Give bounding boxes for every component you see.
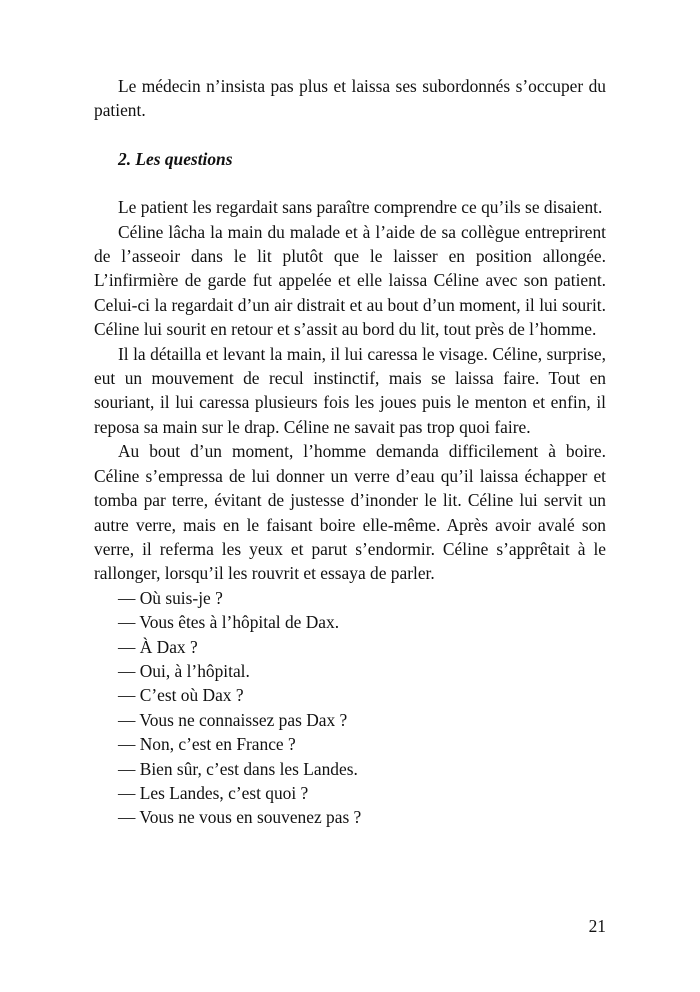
dialogue-line-7: — Non, c’est en France ?: [118, 734, 296, 755]
dialogue-line-8: — Bien sûr, c’est dans les Landes.: [118, 758, 358, 779]
section-heading: 2. Les questions: [118, 148, 233, 169]
paragraph-1: Le patient les regardait sans paraître comprendre ce qu’ils se disaient.: [118, 197, 603, 218]
dialogue-line-9: — Les Landes, c’est quoi ?: [118, 782, 309, 803]
page-number: 21: [588, 916, 606, 936]
dialogue-line-5: — C’est où Dax ?: [118, 685, 244, 706]
intro-paragraph: Le médecin n’insista pas plus et laissa ses subordonnés s’occuper du patient.: [94, 76, 606, 121]
dialogue-line-6: — Vous ne connaissez pas Dax ?: [118, 709, 348, 730]
page-body-text: [94, 74, 606, 830]
dialogue-line-10: — Vous ne vous en souvenez pas ?: [118, 807, 362, 828]
paragraph-4: Au bout d’un moment, l’homme demanda difficilement à boire. Céline s’empressa de lui donner un verre d’eau qu’il laissa échapper et tomba par terre, évitant de justesse d’inonder le lit. Céline lui servit un autre verre, mais en le faisant boire elle-même. Après avoir avalé son verre, il referma les yeux et parut s’endormir. Céline s’apprêtait à le rallonger, lorsqu’il les rouvrit et essaya de parler.: [94, 441, 606, 584]
paragraph-2: Céline lâcha la main du malade et à l’aide de sa collègue entreprirent de l’asseoir dans le lit plutôt que le laisser en position allongée. L’infirmière de garde fut appelée et elle laissa Céline avec son patient. Celui-ci la regardait d’un air distrait et au bout d’un moment, il lui sourit. Céline lui sourit en retour et s’assit au bord du lit, tout près de l’homme.: [94, 221, 606, 340]
dialogue-line-2: — Vous êtes à l’hôpital de Dax.: [118, 612, 340, 633]
dialogue-line-3: — À Dax ?: [118, 636, 198, 657]
paragraph-3: Il la détailla et levant la main, il lui caressa le visage. Céline, surprise, eut un mouvement de recul instinctif, mais se laissa faire. Tout en souriant, il lui caressa plusieurs fois les joues puis le menton et enfin, il reposa sa main sur le drap. Céline ne savait pas trop quoi faire.: [94, 343, 606, 437]
dialogue-line-1: — Où suis-je ?: [118, 587, 223, 608]
dialogue-line-4: — Oui, à l’hôpital.: [118, 660, 250, 681]
